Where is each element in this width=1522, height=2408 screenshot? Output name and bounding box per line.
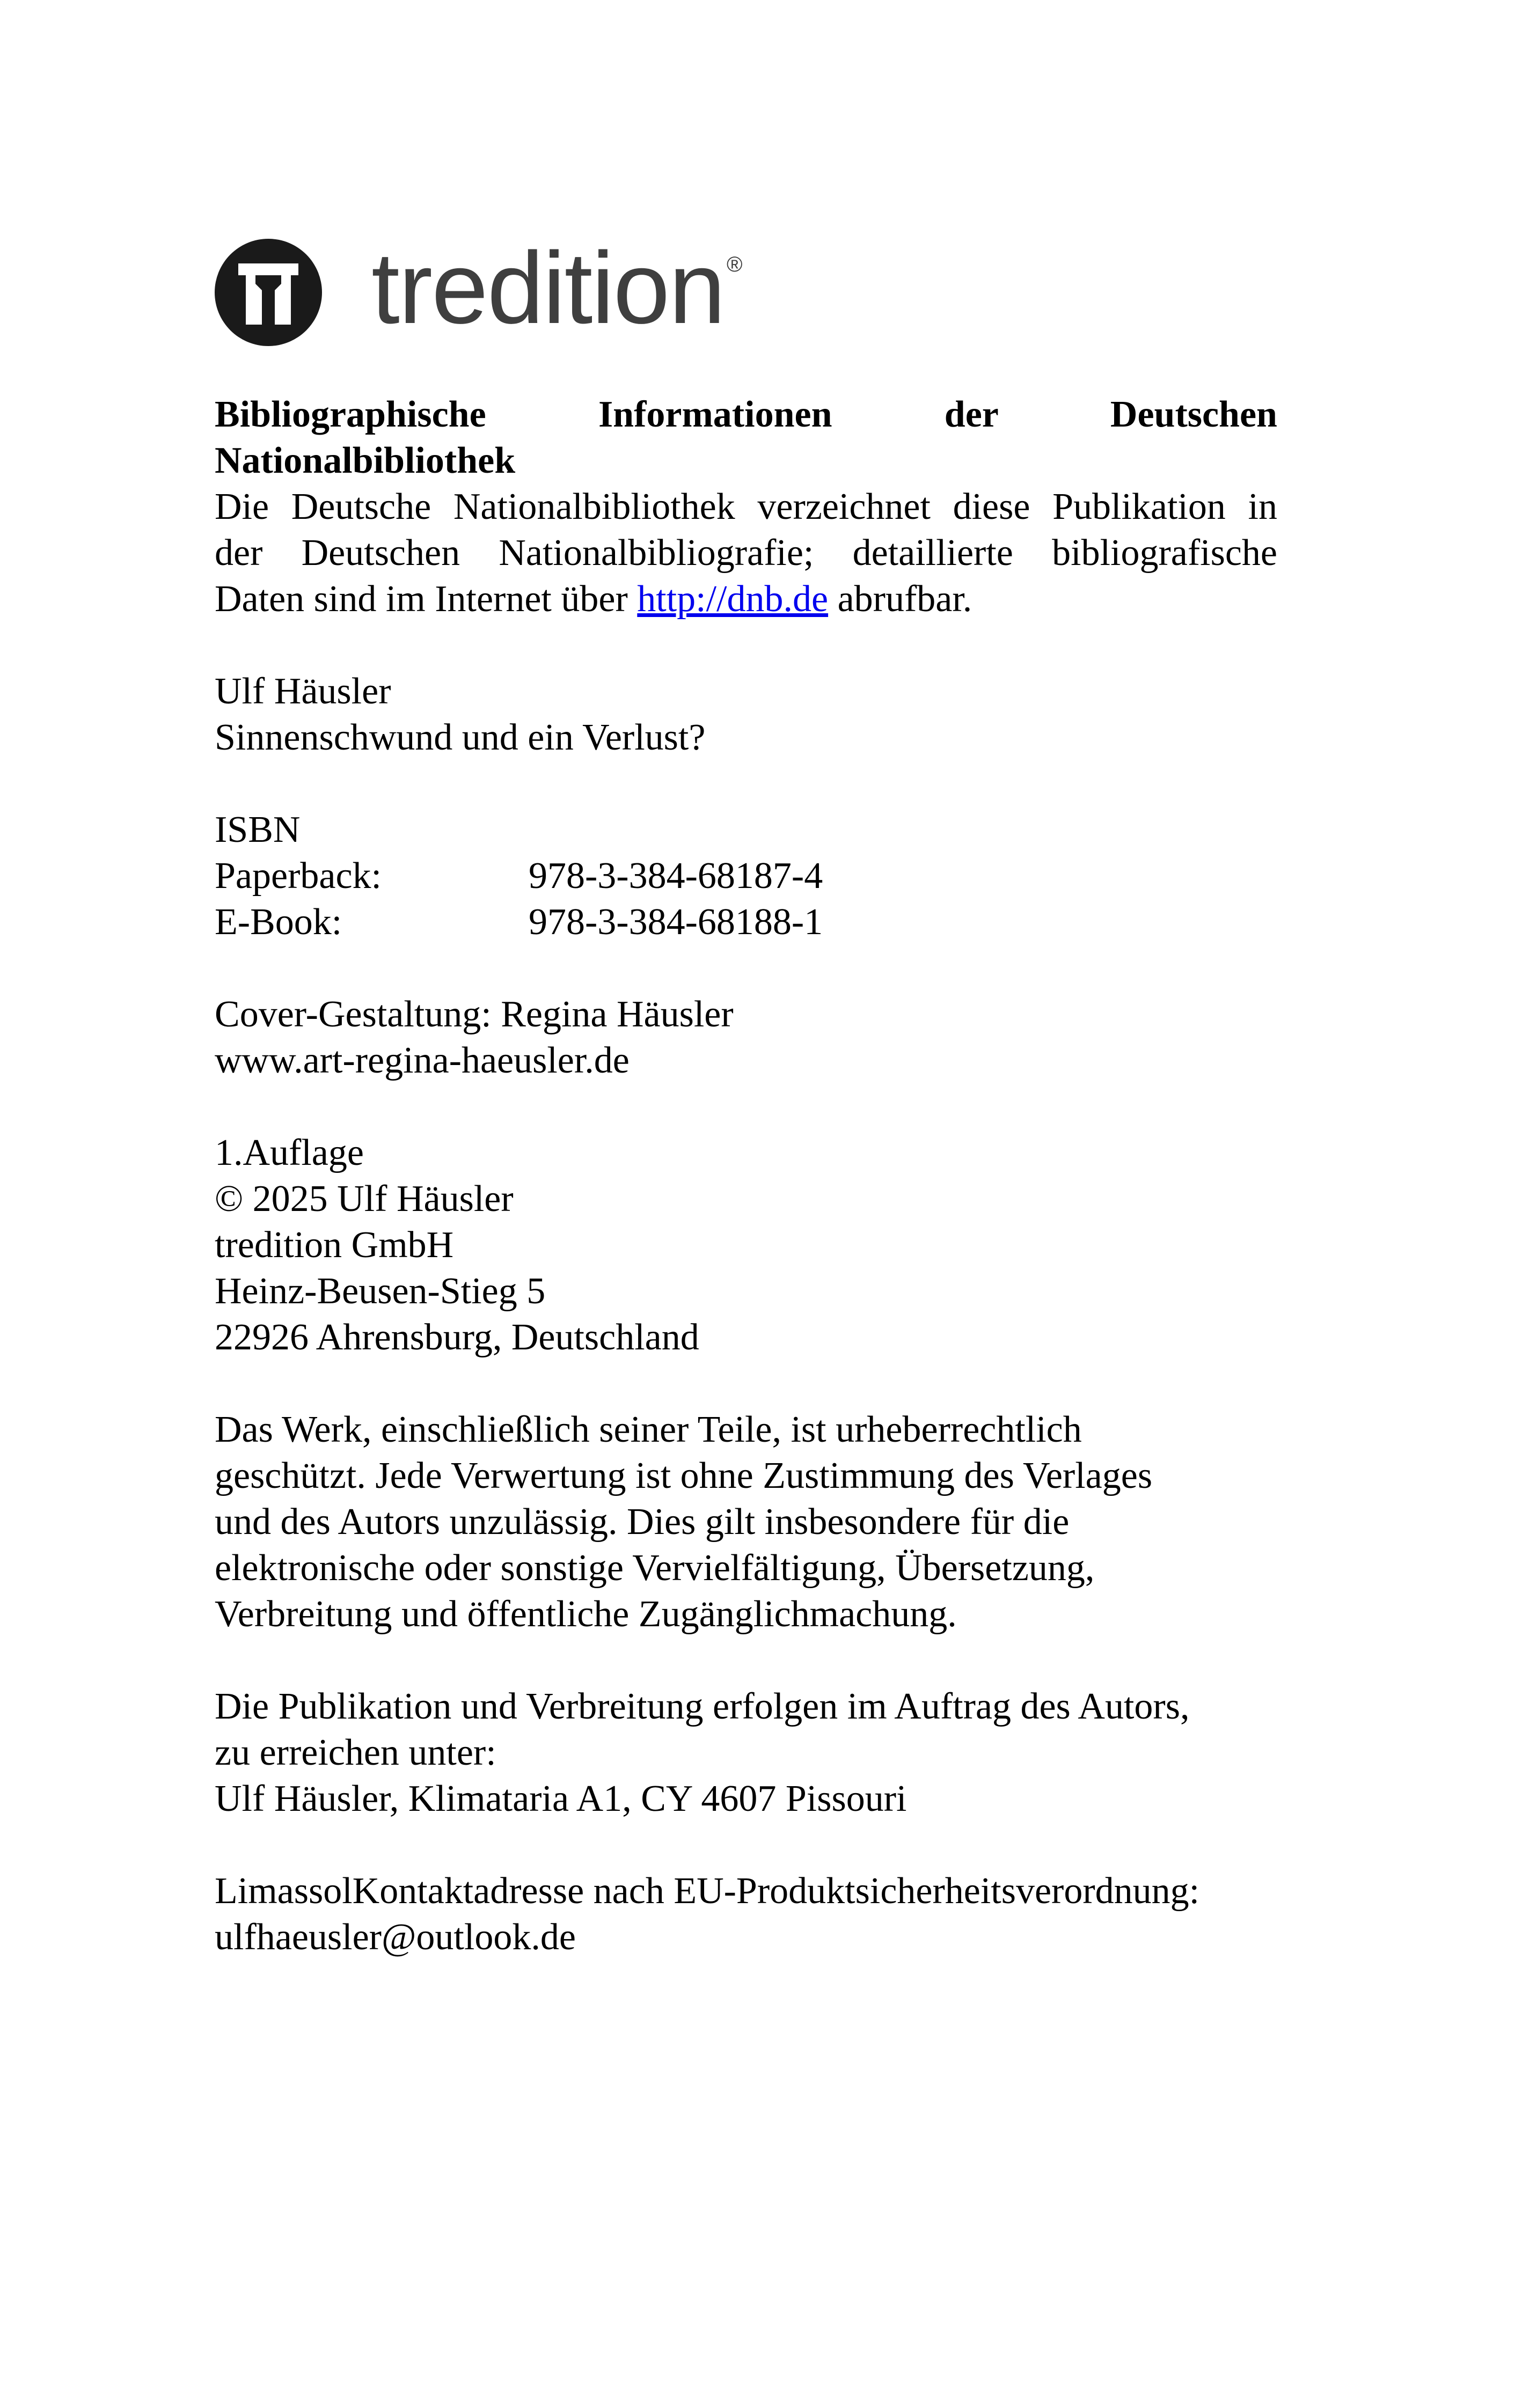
publication-line1: Die Publikation und Verbreitung erfolgen im Auftrag des Autors, (215, 1686, 1190, 1727)
tredition-logo (215, 231, 743, 346)
isbn-value: 978-3-384-68187-4 (529, 855, 823, 897)
book-info (215, 669, 1277, 761)
rights-notice (215, 1407, 1277, 1638)
bibliographic-heading-line2: Nationalbibliothek (215, 440, 516, 481)
contact-email: ulfhaeusler@outlook.de (215, 1917, 576, 1958)
publisher-city: 22926 Ahrensburg, Deutschland (215, 1317, 699, 1358)
rights-line3: und des Autors unzulässig. Dies gilt insbesondere für die (215, 1501, 1070, 1543)
tredition-logo-icon (215, 239, 322, 346)
isbn-block (215, 807, 1277, 945)
dnb-link[interactable]: http://dnb.de (637, 578, 829, 620)
isbn-heading: ISBN (215, 809, 301, 850)
bibliographic-text-line2: der Deutschen Nationalbibliografie; detaillierte bibliografische (215, 532, 1277, 574)
isbn-value: 978-3-384-68188-1 (529, 901, 823, 943)
book-title: Sinnenschwund und ein Verlust? (215, 717, 706, 758)
bibliographic-info (215, 392, 1277, 622)
contact-heading: LimassolKontaktadresse nach EU-Produktsicherheitsverordnung: (215, 1870, 1200, 1912)
publisher-name: tredition GmbH (215, 1224, 454, 1266)
contact-info (215, 1868, 1277, 1961)
cover-website: www.art-regina-haeusler.de (215, 1040, 630, 1081)
logo-wordmark: tredition (371, 231, 725, 345)
publication-line2: zu erreichen unter: (215, 1732, 496, 1773)
rights-line1: Das Werk, einschließlich seiner Teile, ist urheberrechtlich (215, 1409, 1082, 1450)
isbn-row-paperback (215, 853, 1277, 899)
isbn-label: Paperback: (215, 855, 382, 897)
rights-line5: Verbreitung und öffentliche Zugänglichmachung. (215, 1594, 957, 1635)
publication-notice (215, 1684, 1277, 1822)
bibliographic-heading-line1: Bibliographische Informationen der Deutschen (215, 394, 1277, 435)
rights-line4: elektronische oder sonstige Vervielfältigung, Übersetzung, (215, 1547, 1095, 1589)
isbn-label: E-Book: (215, 901, 342, 943)
bibliographic-text-line1: Die Deutsche Nationalbibliothek verzeichnet diese Publikation in (215, 486, 1277, 527)
author-address: Ulf Häusler, Klimataria A1, CY 4607 Pissouri (215, 1778, 907, 1819)
rights-line2: geschützt. Jede Verwertung ist ohne Zustimmung des Verlages (215, 1455, 1153, 1496)
bibliographic-text-line3 (215, 576, 1277, 622)
imprint-page-text (215, 392, 1277, 2007)
isbn-row-ebook (215, 899, 1277, 945)
book-author: Ulf Häusler (215, 671, 391, 712)
bibliographic-text-after-link: abrufbar. (828, 578, 972, 620)
copyright-notice: © 2025 Ulf Häusler (215, 1178, 514, 1220)
bibliographic-text-before-link: Daten sind im Internet über (215, 578, 638, 620)
publisher-imprint (215, 1130, 1277, 1361)
publisher-street: Heinz-Beusen-Stieg 5 (215, 1271, 546, 1312)
cover-credits (215, 992, 1277, 1084)
cover-designer: Cover-Gestaltung: Regina Häusler (215, 994, 734, 1035)
edition: 1.Auflage (215, 1132, 364, 1173)
registered-mark: ® (726, 252, 743, 276)
